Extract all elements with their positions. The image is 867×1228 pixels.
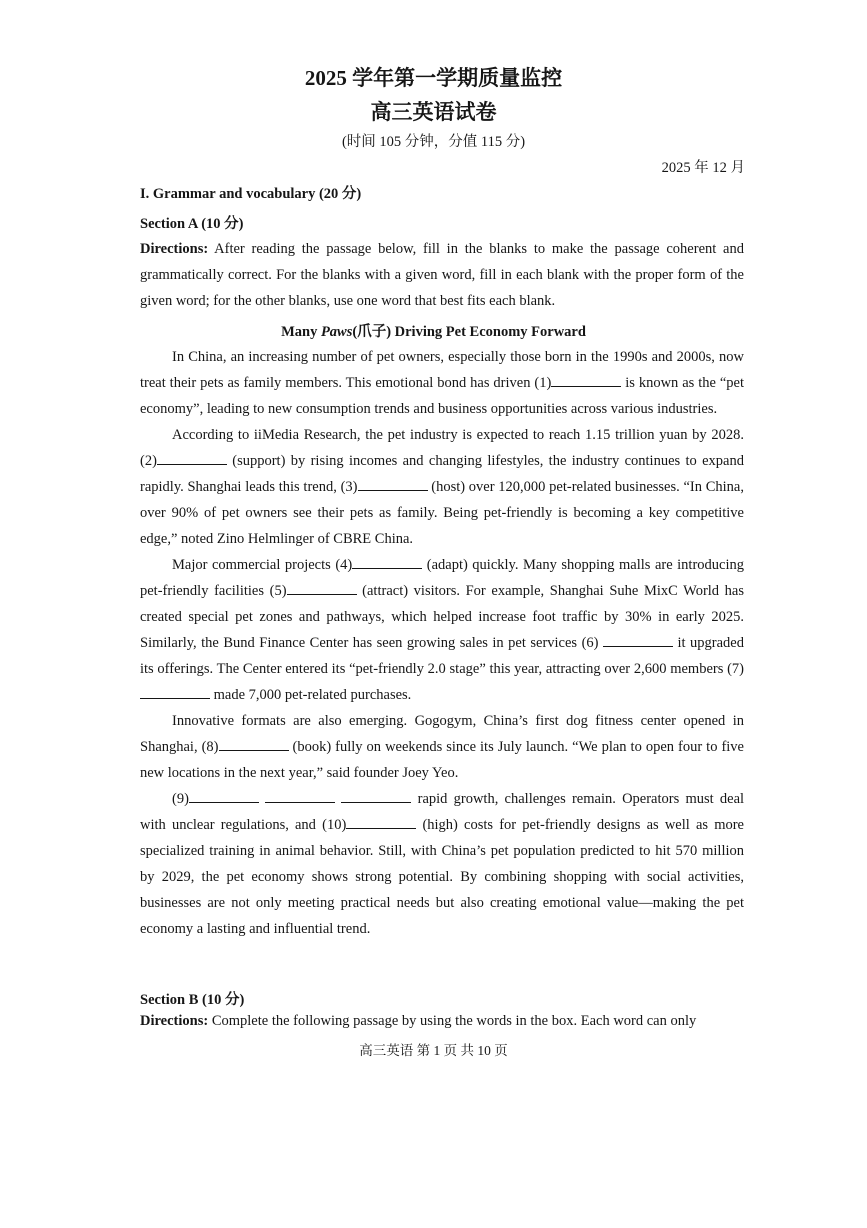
sectionA-directions [140, 236, 744, 314]
p1-text-a: In China, an increasing number of pet owners, especially those born in the 1990s and 2000s, now treat their pets as family members. This emotional bond has driven [140, 349, 744, 391]
sectionA-heading: Section A (10 分) [140, 216, 244, 232]
directions-label: Directions: [140, 241, 209, 257]
page-footer: 高三英语 第 1 页 共 10 页 [359, 1043, 508, 1058]
blank-2-number: (2) [140, 453, 157, 469]
passage-title-post: (爪子) Driving Pet Economy Forward [352, 324, 586, 340]
blank-7[interactable] [140, 686, 210, 699]
sectionB-directions-label: Directions: [140, 1013, 209, 1029]
sectionB-directions [140, 1008, 744, 1034]
p4-text-b: (book) fully on weekends since its July launch. “We plan to open four to five new locations in the next year,” said founder Joey Yeo. [140, 739, 744, 781]
blank-9b[interactable] [265, 790, 335, 803]
blank-9-number: (9) [172, 791, 189, 807]
exam-title: 2025 学年第一学期质量监控 [304, 66, 563, 90]
directions-text: After reading the passage below, fill in the blanks to make the passage coherent and grammatically correct. For the blanks with a given word, fill in each blank with the proper form of the given word; for the other blanks, use one word that best fits each blank. [140, 241, 744, 309]
p3-text-d: it upgraded its offerings. The Center entered its “pet-friendly 2.0 stage” this year, attracting over 2,600 members [140, 635, 744, 677]
blank-1[interactable] [551, 374, 621, 387]
p3-text-a: Major commercial projects [172, 557, 336, 573]
blank-7-number: (7) [727, 661, 744, 677]
blank-9c[interactable] [341, 790, 411, 803]
sectionB-heading: Section B (10 分) [140, 992, 245, 1008]
part1-heading: I. Grammar and vocabulary (20 分) [140, 186, 362, 202]
blank-5-number: (5) [269, 583, 287, 599]
blank-6[interactable] [603, 634, 673, 647]
blank-3[interactable] [358, 478, 428, 491]
blank-4-number: (4) [335, 557, 353, 573]
p2-text-b: (support) by rising incomes and changing lifestyles, the industry continues to expand rapidly. Shanghai leads this trend, [140, 453, 744, 495]
blank-10[interactable] [346, 816, 416, 829]
p3-text-e: made 7,000 pet-related purchases. [210, 687, 412, 703]
blank-8-number: (8) [201, 739, 219, 755]
blank-8[interactable] [219, 738, 289, 751]
p1-text-b: is known as the “pet economy”, leading to new consumption trends and business opportunities across various industries. [140, 375, 744, 417]
blank-2[interactable] [157, 452, 227, 465]
p5-text-a: rapid growth, challenges remain. Operators must deal with unclear regulations, and [140, 791, 745, 833]
passage-title-italic: Paws [320, 324, 353, 340]
blank-9a[interactable] [189, 790, 259, 803]
paragraph-5 [140, 786, 744, 942]
p3-text-c: (attract) visitors. For example, Shanghai Suhe MixC World has created special pet zones and pathways, which helped increase foot traffic by 30% in early 2025. Similarly, the Bund Finance Center has seen growing sales in pet services [140, 583, 745, 651]
blank-1-number: (1) [534, 375, 552, 391]
exam-subject-title: 高三英语试卷 [370, 100, 497, 124]
blank-6-number: (6) [581, 635, 599, 651]
blank-3-number: (3) [340, 479, 358, 495]
blank-4[interactable] [352, 556, 422, 569]
p3-text-b: (adapt) quickly. Many shopping malls are introducing pet-friendly facilities [140, 557, 744, 599]
exam-date: 2025 年 12 月 [661, 160, 745, 176]
passage-body [140, 344, 744, 942]
paragraph-1 [140, 344, 744, 422]
sectionB-directions-text: Complete the following passage by using the words in the box. Each word can only [208, 1013, 697, 1029]
blank-5[interactable] [287, 582, 357, 595]
paragraph-2 [140, 422, 744, 552]
paragraph-3 [140, 552, 744, 708]
blank-10-number: (10) [322, 817, 347, 833]
paragraph-4 [140, 708, 744, 786]
exam-time-info: (时间 105 分钟，分值 115 分) [341, 134, 526, 150]
p2-text-a: According to iiMedia Research, the pet industry is expected to reach 1.15 trillion yuan by 2028. [172, 427, 744, 443]
p4-text-a: Innovative formats are also emerging. Gogogym, China’s first dog fitness center opened in Shanghai, [140, 713, 744, 755]
p5-text-b: (high) costs for pet-friendly designs as well as more specialized training in animal behavior. Still, with China’s pet population predicted to hit 570 million by 2029, the pet economy shows strong potential. By combining shopping with social activities, businesses are not only meeting practical needs but also creating emotional value—making the pet economy a lasting and influential trend. [140, 817, 744, 937]
p2-text-c: (host) over 120,000 pet-related businesses. “In China, over 90% of pet owners see their pets as family. Being pet-friendly is becoming a key competitive edge,” noted Zino Helmlinger of CBRE China. [140, 479, 744, 547]
passage-title-pre: Many [281, 324, 321, 340]
passage-title [0, 320, 867, 341]
